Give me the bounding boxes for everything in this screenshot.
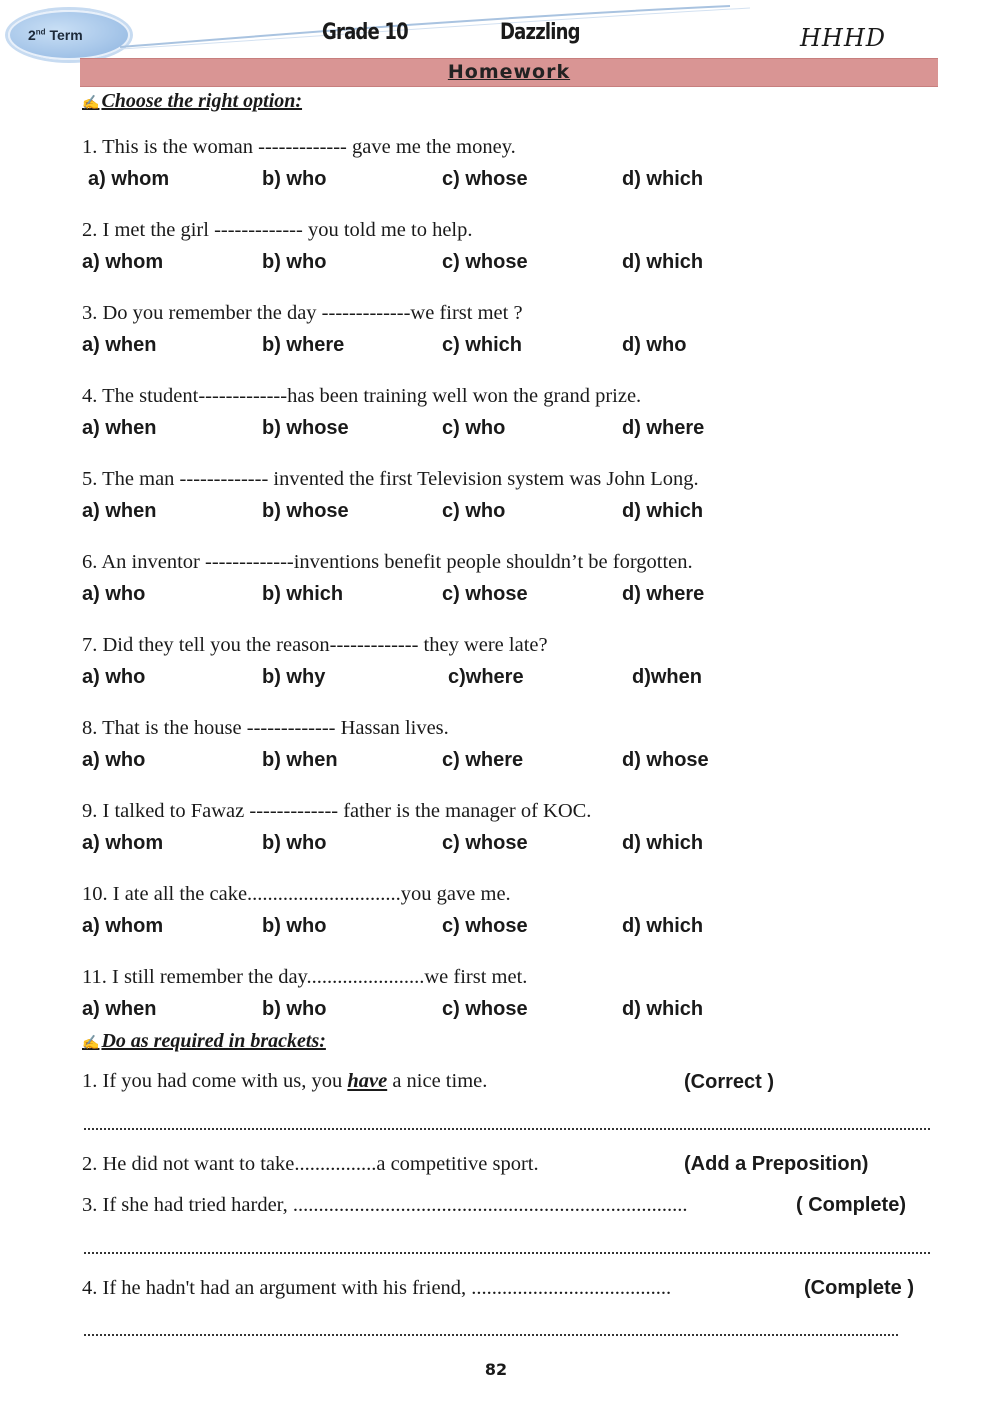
question-4-option-b[interactable]: b) whose <box>262 417 349 439</box>
question-10-option-b[interactable]: b) who <box>262 915 327 937</box>
homework-banner: Homework <box>80 58 938 87</box>
question-1-option-d[interactable]: d) which <box>622 168 704 190</box>
question-1-option-b[interactable]: b) who <box>262 168 327 190</box>
question-11-option-a[interactable]: a) when <box>82 998 157 1020</box>
instruction-complete: ( Complete) <box>796 1194 906 1216</box>
question-9-option-d[interactable]: d) which <box>622 832 704 854</box>
question-8-option-d[interactable]: d) whose <box>622 749 709 771</box>
question-10-option-a[interactable]: a) whom <box>82 915 164 937</box>
section-title-choose: ✍ Choose the right option: <box>82 90 303 112</box>
question-3-option-d[interactable]: d) who <box>622 334 687 356</box>
question-6-option-b[interactable]: b) which <box>262 583 344 605</box>
question-7-option-a[interactable]: a) who <box>82 666 146 688</box>
section-title-required: ✍ Do as required in brackets: <box>82 1030 326 1052</box>
question-8-option-b[interactable]: b) when <box>262 749 338 771</box>
question-2-text: 2. I met the girl ------------- you told me to help. <box>82 219 473 241</box>
question-9-option-b[interactable]: b) who <box>262 832 327 854</box>
question-4-text: 4. The student-------------has been training well won the grand prize. <box>82 385 642 407</box>
question-6-option-c[interactable]: c) whose <box>442 583 528 605</box>
pointing-hand-icon: ✍ <box>82 1036 100 1051</box>
instruction-complete: (Complete ) <box>804 1277 914 1299</box>
question-3-option-c[interactable]: c) which <box>442 334 523 356</box>
teacher-signature: HHHD <box>800 24 887 52</box>
question-9-option-a[interactable]: a) whom <box>82 832 164 854</box>
question-3-text: 3. Do you remember the day -------------we first met ? <box>82 302 523 324</box>
question-11-option-b[interactable]: b) who <box>262 998 327 1020</box>
question-10-text: 10. I ate all the cake..............................you gave me. <box>82 883 511 905</box>
question-5-text: 5. The man ------------- invented the first Television system was John Long. <box>82 468 699 490</box>
required-item-1: 1. If you had come with us, you have a nice time. <box>82 1070 488 1092</box>
question-5-option-b[interactable]: b) whose <box>262 500 349 522</box>
answer-line[interactable] <box>84 1248 930 1254</box>
answer-line[interactable] <box>84 1330 898 1336</box>
question-6-text: 6. An inventor -------------inventions benefit people shouldn’t be forgotten. <box>82 551 693 573</box>
required-item-2: 2. He did not want to take................a competitive sport. <box>82 1153 539 1175</box>
question-9-option-c[interactable]: c) whose <box>442 832 528 854</box>
question-4-option-a[interactable]: a) when <box>82 417 157 439</box>
question-5-option-d[interactable]: d) which <box>622 500 704 522</box>
question-1-option-c[interactable]: c) whose <box>442 168 528 190</box>
required-item-3: 3. If she had tried harder, ............................................................................. <box>82 1194 688 1216</box>
question-6-option-d[interactable]: d) where <box>622 583 705 605</box>
question-7-option-b[interactable]: b) why <box>262 666 326 688</box>
question-1-text: 1. This is the woman ------------- gave me the money. <box>82 136 516 158</box>
question-2-option-c[interactable]: c) whose <box>442 251 528 273</box>
question-3-option-a[interactable]: a) when <box>82 334 157 356</box>
question-2-option-b[interactable]: b) who <box>262 251 327 273</box>
question-7-option-d[interactable]: d)when <box>632 666 702 688</box>
question-11-option-d[interactable]: d) which <box>622 998 704 1020</box>
page-number: 82 <box>484 1360 508 1379</box>
question-2-option-a[interactable]: a) whom <box>82 251 164 273</box>
question-10-option-c[interactable]: c) whose <box>442 915 528 937</box>
question-1-option-a[interactable]: a) whom <box>88 168 170 190</box>
instruction-correct: (Correct ) <box>684 1071 775 1093</box>
question-8-option-a[interactable]: a) who <box>82 749 146 771</box>
question-6-option-a[interactable]: a) who <box>82 583 146 605</box>
instruction-preposition: (Add a Preposition) <box>684 1153 869 1175</box>
question-7-option-c[interactable]: c)where <box>448 666 524 688</box>
question-2-option-d[interactable]: d) which <box>622 251 704 273</box>
question-9-text: 9. I talked to Fawaz ------------- father is the manager of KOC. <box>82 800 592 822</box>
question-8-text: 8. That is the house ------------- Hassan lives. <box>82 717 449 739</box>
series-label: Dazzling <box>500 20 580 45</box>
question-10-option-d[interactable]: d) which <box>622 915 704 937</box>
required-item-4: 4. If he hadn't had an argument with his friend, ....................................... <box>82 1277 672 1299</box>
question-5-option-a[interactable]: a) when <box>82 500 157 522</box>
question-8-option-c[interactable]: c) where <box>442 749 524 771</box>
answer-line[interactable] <box>84 1124 930 1130</box>
question-11-option-c[interactable]: c) whose <box>442 998 528 1020</box>
question-4-option-c[interactable]: c) who <box>442 417 506 439</box>
question-4-option-d[interactable]: d) where <box>622 417 705 439</box>
question-7-text: 7. Did they tell you the reason------------- they were late? <box>82 634 548 656</box>
grade-label: Grade 10 <box>322 20 408 45</box>
question-5-option-c[interactable]: c) who <box>442 500 506 522</box>
term-label: 2nd Term <box>28 27 83 43</box>
pointing-hand-icon: ✍ <box>82 96 100 111</box>
question-3-option-b[interactable]: b) where <box>262 334 345 356</box>
question-11-text: 11. I still remember the day.......................we first met. <box>82 966 528 988</box>
